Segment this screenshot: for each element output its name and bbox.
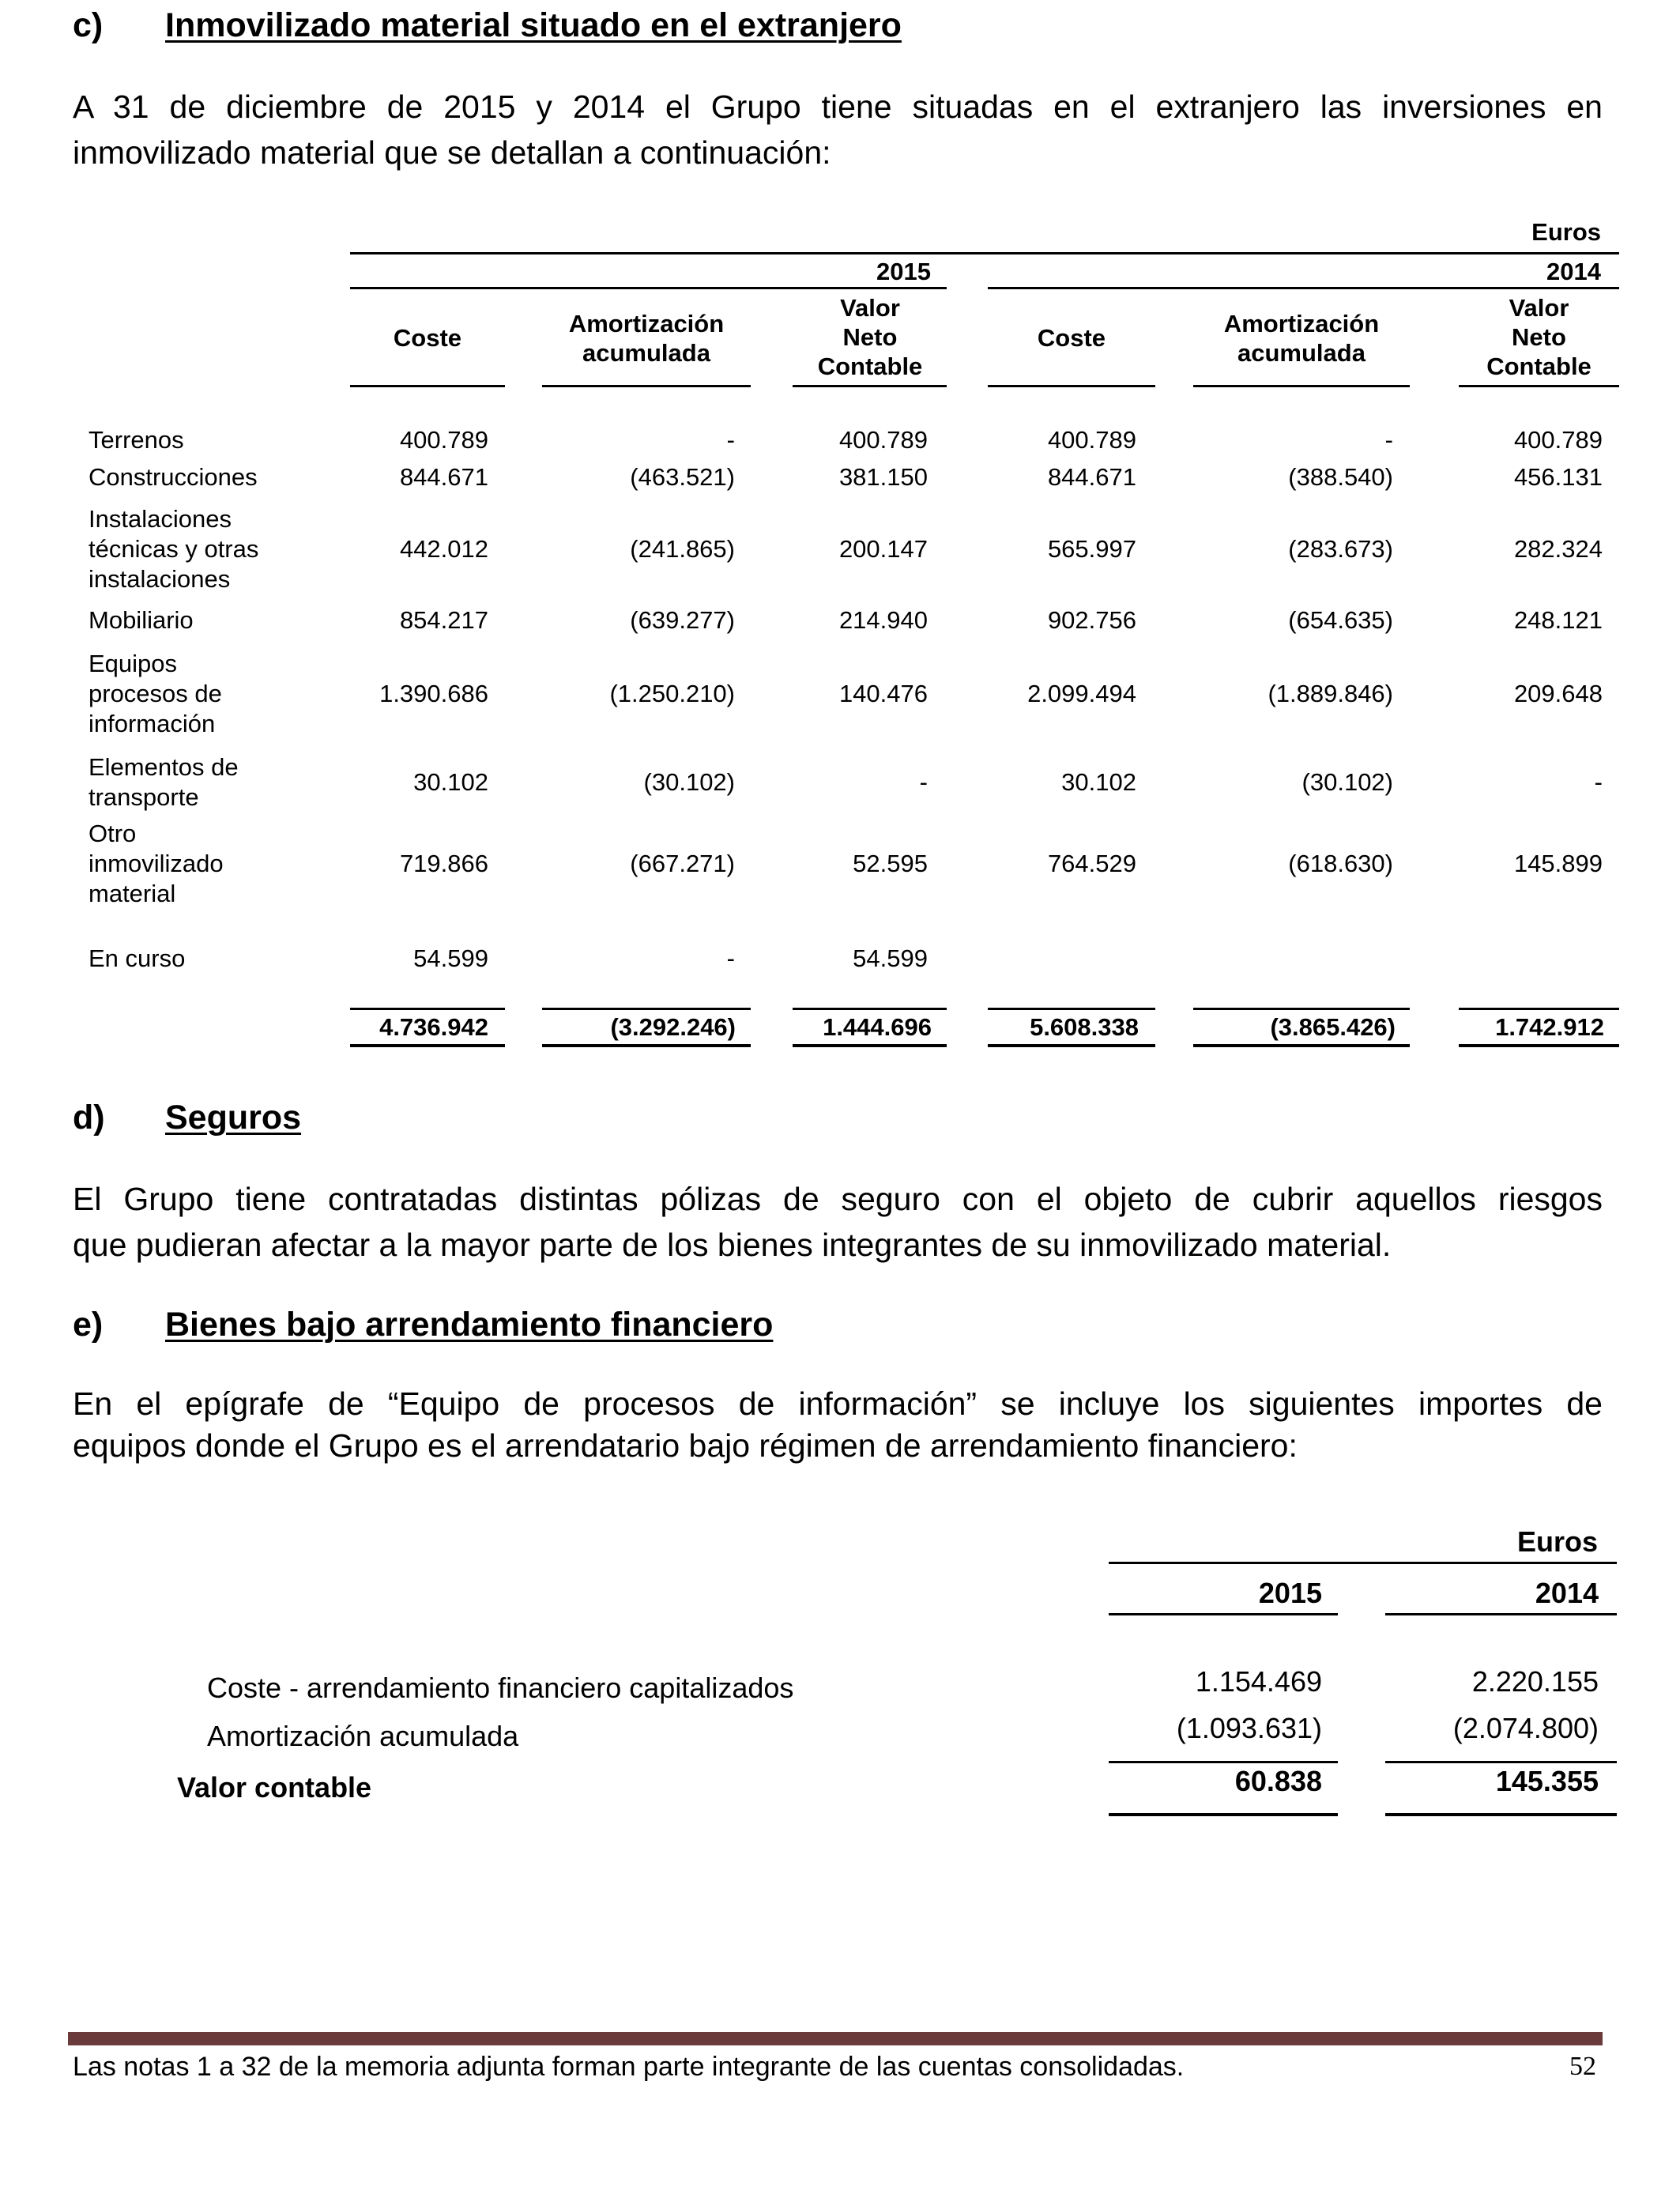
cell-value: 52.595 (853, 850, 928, 877)
row-label: Equipos procesos de información (89, 650, 222, 737)
divider (1459, 1008, 1619, 1010)
unit-label: Euros (1516, 1525, 1598, 1558)
section-title: Bienes bajo arrendamiento financiero (165, 1306, 774, 1344)
year-2014-header: 2014 (1546, 258, 1601, 285)
divider (1193, 385, 1410, 387)
cell-value: 400.789 (838, 426, 928, 454)
total-cell: (3.292.246) (610, 1013, 736, 1041)
cell-value: 248.121 (1513, 606, 1603, 634)
cell-value: (618.630) (1288, 850, 1393, 877)
cell-value: 1.154.469 (1195, 1665, 1322, 1698)
section-e-heading (73, 1306, 1021, 1347)
cell-value: (1.093.631) (1176, 1712, 1322, 1744)
divider (793, 1044, 947, 1047)
divider (1385, 1813, 1617, 1816)
cell-value: - (726, 426, 735, 454)
divider (1459, 1044, 1619, 1047)
page-number: 52 (1569, 2052, 1596, 2081)
column-header-valor-neto: Valor Neto Contable (817, 294, 923, 381)
cell-value: 54.599 (853, 944, 928, 972)
cell-value: (667.271) (630, 850, 735, 877)
total-cell: 145.355 (1495, 1765, 1599, 1797)
section-d-heading (73, 1099, 705, 1140)
total-cell: 1.742.912 (1495, 1013, 1604, 1041)
cell-value: (2.074.800) (1452, 1712, 1599, 1744)
cell-value: 400.789 (399, 426, 488, 454)
cell-value: 442.012 (399, 535, 488, 563)
cell-value: 2.220.155 (1471, 1665, 1599, 1698)
cell-value: - (919, 768, 928, 796)
year-2014-header: 2014 (1535, 1577, 1599, 1609)
cell-value: - (726, 944, 735, 972)
divider (350, 1044, 505, 1047)
cell-value: 844.671 (399, 463, 488, 491)
divider (793, 385, 947, 387)
cell-value: 844.671 (1047, 463, 1136, 491)
row-label: Otro inmovilizado material (89, 820, 224, 907)
row-label: Construcciones (89, 463, 258, 491)
year-2015-header: 2015 (876, 258, 931, 285)
cell-value: 764.529 (1047, 850, 1136, 877)
row-label: En curso (89, 944, 186, 972)
cell-value: (388.540) (1288, 463, 1393, 491)
section-title: Inmovilizado material situado en el extranjero (165, 6, 902, 44)
divider (1385, 1613, 1617, 1615)
section-e-paragraph (73, 1383, 1603, 1467)
row-label: Coste - arrendamiento financiero capitalizados (207, 1672, 794, 1704)
cell-value: (283.673) (1288, 535, 1393, 563)
cell-value: 282.324 (1513, 535, 1603, 563)
cell-value: - (1594, 768, 1603, 796)
cell-value: 381.150 (838, 463, 928, 491)
divider (1385, 1761, 1617, 1763)
divider (1459, 385, 1619, 387)
column-header-amortizacion: Amortización acumulada (568, 310, 725, 368)
paragraph-line: equipos donde el Grupo es el arrendatario bajo régimen de arrendamiento financiero: (73, 1427, 1298, 1464)
divider (542, 385, 751, 387)
total-label: Valor contable (177, 1771, 372, 1804)
cell-value: 1.390.686 (379, 680, 488, 707)
divider (542, 1044, 751, 1047)
paragraph-line: inmovilizado material que se detallan a continuación: (73, 134, 831, 171)
cell-value: (654.635) (1288, 606, 1393, 634)
cell-value: 140.476 (838, 680, 928, 707)
cell-value: (1.250.210) (609, 680, 735, 707)
divider (793, 1008, 947, 1010)
cell-value: 400.789 (1047, 426, 1136, 454)
section-c-heading (73, 6, 1021, 47)
divider (1193, 1008, 1410, 1010)
paragraph-line: El Grupo tiene contratadas distintas pólizas de seguro con el objeto de cubrir aquellos riesgos (73, 1181, 1603, 1217)
column-header-coste: Coste (1037, 324, 1106, 352)
section-d-paragraph (73, 1176, 1603, 1268)
total-cell: 5.608.338 (1030, 1013, 1139, 1041)
cell-value: 2.099.494 (1027, 680, 1136, 707)
cell-value: 30.102 (1061, 768, 1136, 796)
cell-value: 565.997 (1047, 535, 1136, 563)
cell-value: - (1384, 426, 1393, 454)
cell-value: 209.648 (1513, 680, 1603, 707)
divider (988, 1044, 1155, 1047)
year-2015-header: 2015 (1258, 1577, 1322, 1609)
cell-value: (241.865) (630, 535, 735, 563)
divider (350, 252, 1619, 254)
cell-value: 54.599 (413, 944, 488, 972)
paragraph-line: En el epígrafe de “Equipo de procesos de información” se incluye los siguientes importes de (73, 1385, 1603, 1422)
divider (1109, 1813, 1338, 1816)
paragraph-line: A 31 de diciembre de 2015 y 2014 el Grupo tiene situadas en el extranjero las inversiones en (73, 89, 1603, 125)
section-letter: e) (73, 1306, 104, 1344)
cell-value: 214.940 (838, 606, 928, 634)
section-letter: c) (73, 6, 104, 44)
footer-rule (68, 2032, 1603, 2045)
total-cell: (3.865.426) (1270, 1013, 1396, 1041)
cell-value: 719.866 (399, 850, 488, 877)
cell-value: 456.131 (1513, 463, 1603, 491)
section-letter: d) (73, 1099, 105, 1137)
cell-value: (30.102) (643, 768, 735, 796)
divider (350, 287, 947, 289)
paragraph-line: que pudieran afectar a la mayor parte de los bienes integrantes de su inmovilizado material. (73, 1227, 1392, 1263)
cell-value: (639.277) (630, 606, 735, 634)
row-label: Mobiliario (89, 606, 194, 634)
column-header-valor-neto: Valor Neto Contable (1486, 294, 1591, 381)
section-title: Seguros (165, 1099, 302, 1137)
divider (988, 385, 1155, 387)
cell-value: 145.899 (1513, 850, 1603, 877)
row-label: Instalaciones técnicas y otras instalaciones (89, 505, 259, 593)
cell-value: (1.889.846) (1268, 680, 1393, 707)
divider (350, 1008, 505, 1010)
divider (988, 1008, 1155, 1010)
cell-value: 400.789 (1513, 426, 1603, 454)
total-cell: 60.838 (1234, 1765, 1322, 1797)
divider (1109, 1613, 1338, 1615)
row-label: Amortización acumulada (207, 1720, 519, 1752)
divider (542, 1008, 751, 1010)
divider (1109, 1562, 1617, 1564)
cell-value: 854.217 (399, 606, 488, 634)
cell-value: 200.147 (838, 535, 928, 563)
total-cell: 1.444.696 (823, 1013, 932, 1041)
row-label: Terrenos (89, 426, 184, 454)
divider (988, 287, 1619, 289)
column-header-amortizacion: Amortización acumulada (1223, 310, 1380, 368)
total-cell: 4.736.942 (379, 1013, 488, 1041)
cell-value: (30.102) (1301, 768, 1393, 796)
divider (1109, 1761, 1338, 1763)
footer-note: Las notas 1 a 32 de la memoria adjunta forman parte integrante de las cuentas consolidadas. (73, 2052, 1185, 2082)
column-header-coste: Coste (393, 324, 462, 352)
divider (1193, 1044, 1410, 1047)
divider (350, 385, 505, 387)
section-c-paragraph (73, 84, 1603, 175)
cell-value: 902.756 (1047, 606, 1136, 634)
cell-value: (463.521) (630, 463, 735, 491)
row-label: Elementos de transporte (89, 753, 239, 811)
cell-value: 30.102 (413, 768, 488, 796)
unit-label: Euros (1531, 218, 1601, 246)
